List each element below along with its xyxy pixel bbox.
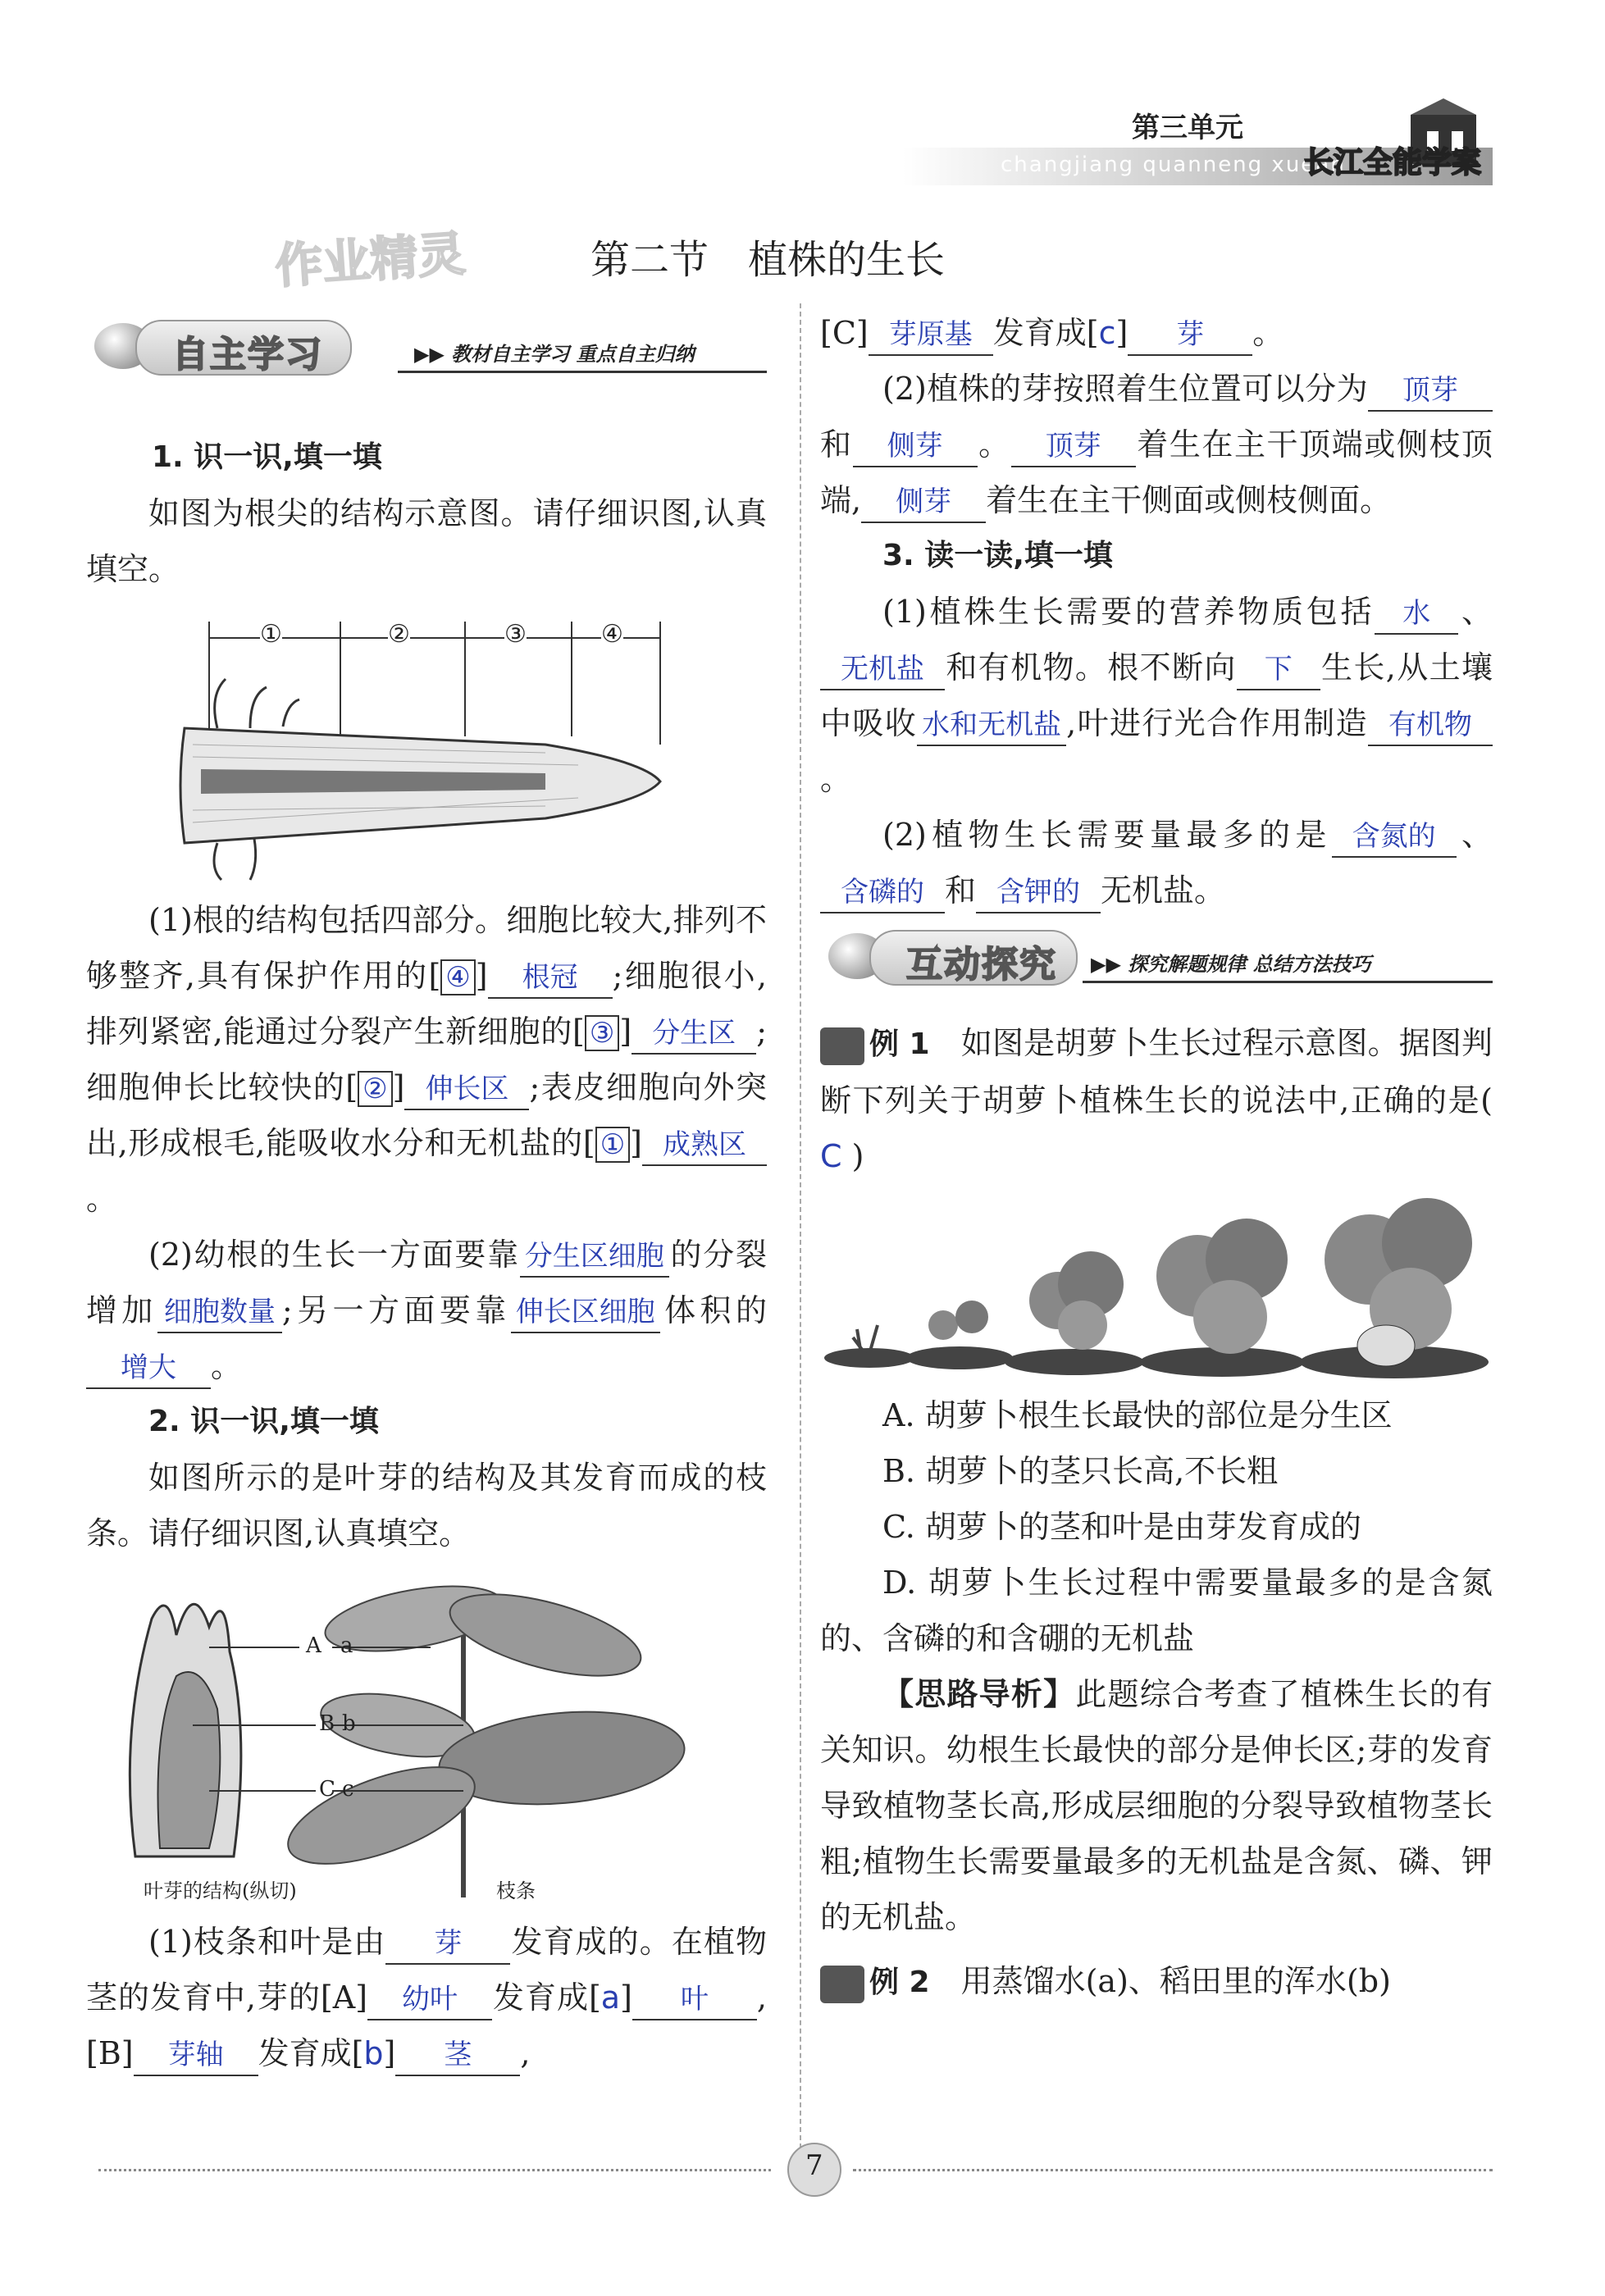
bud-label-c: c <box>342 1777 354 1802</box>
answer-blank: 无机盐 <box>820 649 945 690</box>
text: (1)植株生长需要的营养物质包括 <box>882 594 1375 630</box>
answer-blank: 侧芽 <box>853 426 978 467</box>
q1-part2 <box>86 1227 767 1394</box>
answer-letter: C <box>820 1138 842 1174</box>
text: ] <box>383 2035 396 2071</box>
text: 、 <box>1458 594 1493 630</box>
text: 、 <box>1456 817 1493 853</box>
answer-blank: 芽原基 <box>869 315 993 356</box>
text: ] <box>620 1979 632 2016</box>
answer-blank: 有机物 <box>1368 705 1493 746</box>
text: (1)根的结构包括四部分。细胞比较大,排列不够整齐,具有保护作用的[ <box>86 902 767 994</box>
text: 。 <box>211 1348 243 1384</box>
left-column <box>86 320 767 2081</box>
bud-branch-figure <box>86 1569 767 1914</box>
bud-label-b: b <box>342 1711 356 1736</box>
text: 的分裂增加 <box>86 1237 767 1328</box>
example2 <box>820 1953 1493 2011</box>
section-subtitle-text: 教材自主学习 重点自主归纳 <box>451 343 695 366</box>
text: (2)植物生长需要量最多的是 <box>882 817 1332 853</box>
arrow-icon: ▶▶ <box>1091 953 1121 976</box>
answer-blank: 芽 <box>385 1924 510 1965</box>
text: , <box>520 2035 531 2071</box>
text: 体积的 <box>659 1292 767 1328</box>
footer-line-right <box>853 2169 1493 2171</box>
text: 无机盐。 <box>1101 872 1226 909</box>
section-label: 自主学习 <box>172 334 323 376</box>
option-b: B. 胡萝卜的茎只长高,不长粗 <box>882 1453 1279 1489</box>
example-label: 例 1 <box>869 1027 930 1061</box>
answer-blank: 芽轴 <box>134 2035 258 2076</box>
q1-heading: 1. 识一识,填一填 <box>152 440 382 474</box>
text: 生长,从土壤中吸收 <box>820 649 1493 741</box>
q2-intro: 如图所示的是叶芽的结构及其发育而成的枝条。请仔细识图,认真填空。 <box>86 1460 767 1551</box>
answer-box: ② <box>358 1071 392 1107</box>
text: (2)植株的芽按照着生位置可以分为 <box>882 371 1368 407</box>
root-label-3: ③ <box>504 620 527 649</box>
text: 如图是胡萝卜生长过程示意图。据图判断下列关于胡萝卜植株生长的说法中,正确的是( <box>820 1025 1493 1118</box>
bud-label-B: B <box>319 1711 335 1736</box>
text: ] <box>475 958 488 994</box>
analysis-label: 【思路导析】 <box>882 1675 1076 1712</box>
option-a: A. 胡萝卜根生长最快的部位是分生区 <box>882 1397 1393 1433</box>
root-label-1: ① <box>260 620 282 649</box>
answer-blank: 分生区 <box>632 1014 756 1055</box>
bud-label-a: a <box>340 1633 353 1658</box>
root-tip-figure <box>86 605 767 884</box>
answer-blank: 伸长区细胞 <box>511 1292 660 1333</box>
text: ;表皮细胞向外突出,形成根毛,能吸收水分和无机盐的[ <box>86 1069 767 1161</box>
q1-part1 <box>86 892 767 1227</box>
bud-label-C: C <box>319 1777 335 1802</box>
text: ;细胞伸长比较快的[ <box>86 1014 767 1105</box>
q3-heading: 3. 读一读,填一填 <box>882 539 1113 572</box>
answer-blank: 幼叶 <box>367 1979 492 2020</box>
text: 用蒸馏水(a)、稻田里的浑水(b) <box>960 1963 1391 1999</box>
text: 。 <box>86 1181 118 1217</box>
section-interactive <box>820 930 1493 1004</box>
root-label-4: ④ <box>601 620 623 649</box>
text: ,[B] <box>86 1979 767 2071</box>
answer-blank: 根冠 <box>488 958 613 999</box>
answer-blank: 细胞数量 <box>157 1292 282 1333</box>
page-header <box>902 82 1493 197</box>
answer-blank: 叶 <box>632 1979 757 2020</box>
section-label: 互动探究 <box>906 944 1057 986</box>
footer-line-left <box>98 2169 771 2171</box>
bud-caption: 叶芽的结构(纵切) <box>144 1879 297 1902</box>
arrow-icon: ▶▶ <box>414 343 445 366</box>
answer-letter: a <box>600 1979 621 2016</box>
q2-heading: 2. 识一识,填一填 <box>148 1405 379 1438</box>
q2-part2 <box>820 361 1493 528</box>
q2-part1 <box>86 1914 767 2081</box>
answer-box: ④ <box>440 959 475 995</box>
section-subtitle <box>1091 948 1371 977</box>
page-title: 第二节 植株的生长 <box>590 237 946 283</box>
page-number: 7 <box>805 2149 823 2182</box>
text: 。 <box>1252 315 1284 351</box>
brand-logo <box>1296 98 1493 189</box>
example1 <box>820 1015 1493 1184</box>
section-self-study <box>86 320 767 394</box>
section-line <box>1083 981 1493 983</box>
root-label-2: ② <box>388 620 410 649</box>
text: 发育成的。在植物茎的发育中,芽的[A] <box>86 1924 767 2016</box>
text: 。 <box>820 761 852 797</box>
text: [C] <box>820 315 869 351</box>
answer-blank: 增大 <box>86 1348 211 1389</box>
answer-blank: 含氮的 <box>1332 817 1457 858</box>
text: (1)枝条和叶是由 <box>148 1924 386 1960</box>
text: 发育成[ <box>492 1979 601 2016</box>
text: ;另一方面要靠 <box>281 1292 511 1328</box>
text: (2)幼根的生长一方面要靠 <box>148 1237 520 1273</box>
text: ] <box>630 1125 642 1161</box>
branch-caption: 枝条 <box>496 1879 536 1902</box>
text: ] <box>392 1069 405 1105</box>
pinyin-label: changjiang quanneng xuean <box>1001 153 1346 177</box>
section-subtitle-text: 探究解题规律 总结方法技巧 <box>1128 953 1371 976</box>
example-label: 例 2 <box>869 1966 930 1999</box>
answer-blank: 下 <box>1237 649 1320 690</box>
option-d: D. 胡萝卜生长过程中需要量最多的是含氮的、含磷的和含硼的无机盐 <box>820 1565 1493 1656</box>
answer-blank: 伸长区 <box>404 1069 529 1110</box>
option-c: C. 胡萝卜的茎和叶是由芽发育成的 <box>882 1509 1361 1545</box>
watermark: 作业精灵 <box>273 225 467 294</box>
text: ;细胞很小,排列紧密,能通过分裂产生新细胞的[ <box>86 958 768 1050</box>
bud-branch-diagram <box>86 1569 767 1914</box>
bud-label-A: A <box>306 1633 321 1658</box>
answer-box: ③ <box>585 1015 619 1051</box>
answer-blank: 成熟区 <box>642 1125 767 1166</box>
carrot-growth-figure <box>820 1194 1493 1383</box>
answer-blank: 含钾的 <box>976 872 1101 913</box>
text: ] <box>1115 315 1129 351</box>
answer-letter: b <box>363 2035 384 2071</box>
answer-blank: 水 <box>1375 594 1458 635</box>
text: 和 <box>945 872 977 909</box>
carrot-growth-image <box>820 1194 1493 1383</box>
root-tip-diagram <box>86 605 767 884</box>
example-icon <box>820 1966 864 2003</box>
answer-blank: 顶芽 <box>1368 371 1493 412</box>
answer-letter: c <box>1098 315 1116 351</box>
answer-blank: 芽 <box>1128 315 1252 356</box>
column-divider <box>800 303 801 2148</box>
section-line <box>398 371 767 373</box>
section-subtitle <box>414 338 695 367</box>
text: 着生在主干顶端或侧枝顶端, <box>820 426 1493 518</box>
example-icon <box>820 1027 864 1065</box>
answer-blank: 侧芽 <box>861 482 986 523</box>
unit-label: 第三单元 <box>1132 112 1243 144</box>
answer-blank: 分生区细胞 <box>520 1237 669 1278</box>
answer-blank: 含磷的 <box>820 872 945 913</box>
text: ,叶进行光合作用制造 <box>1066 705 1368 741</box>
answer-box: ① <box>595 1127 630 1163</box>
q3-part2 <box>820 807 1493 918</box>
text: 和有机物。根不断向 <box>945 649 1237 686</box>
analysis <box>820 1666 1493 1945</box>
right-column <box>820 305 1493 2011</box>
answer-blank: 水和无机盐 <box>917 705 1066 746</box>
q3-part1 <box>820 584 1493 807</box>
text: 和 <box>820 426 853 462</box>
analysis-text: 此题综合考查了植株生长的有关知识。幼根生长最快的部分是伸长区;芽的发育导致植物茎长高,形成层细胞的分裂导致植物茎长粗;植物生长需要量最多的无机盐是含氮、磷、钾的无机盐。 <box>820 1676 1493 1935</box>
text: ] <box>619 1014 632 1050</box>
text: 发育成[ <box>992 315 1099 351</box>
brand-text: 长江全能学案 <box>1304 146 1482 180</box>
text: 着生在主干侧面或侧枝侧面。 <box>986 482 1392 518</box>
q1-intro: 如图为根尖的结构示意图。请仔细识图,认真填空。 <box>86 495 767 587</box>
answer-blank: 顶芽 <box>1011 426 1136 467</box>
answer-blank: 茎 <box>395 2035 520 2076</box>
text: ) <box>851 1138 864 1174</box>
text: 。 <box>977 426 1011 462</box>
q2-continued <box>820 305 1493 361</box>
text: 发育成[ <box>258 2035 364 2071</box>
page-footer <box>66 2136 1542 2210</box>
